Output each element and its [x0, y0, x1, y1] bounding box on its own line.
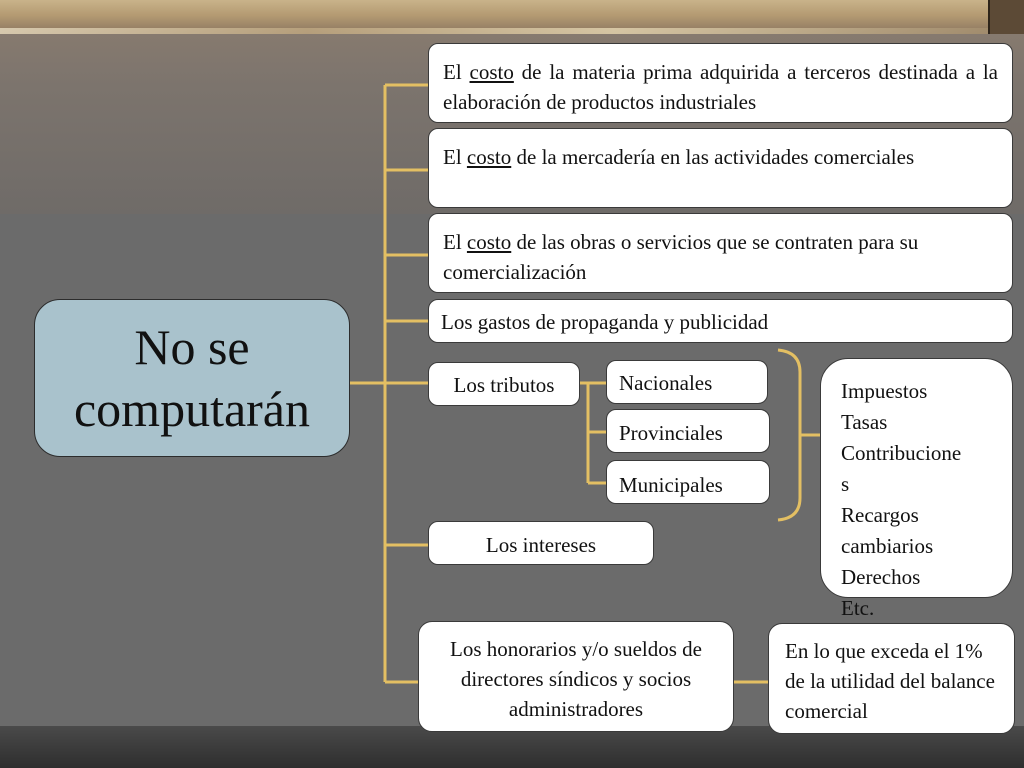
item-mercaderia: [428, 128, 1013, 208]
tributo-type-contribuciones-part2: s: [841, 472, 850, 496]
tributo-level-municipales: Municipales: [606, 460, 770, 504]
item-tributos: Los tributos: [428, 362, 580, 406]
item-mercaderia-post: de la mercadería en las actividades comerciales: [511, 145, 915, 169]
tributo-type-recargos: Recargos: [841, 503, 919, 527]
item-mercaderia-costo: costo: [466, 145, 512, 169]
tributo-level-nacionales: Nacionales: [606, 360, 768, 404]
main-concept-line2: computarán: [73, 381, 310, 437]
item-honorarios: Los honorarios y/o sueldos de directores síndicos y socios administradores: [418, 621, 734, 732]
bracket-levels: [778, 350, 800, 520]
item-materia-prima-pre: El: [443, 60, 470, 84]
tributo-type-cambiarios: cambiarios: [841, 534, 934, 558]
item-materia-prima: [428, 43, 1013, 123]
item-materia-prima-post: de la materia prima adquirida a terceros destinada a la elaboración de productos industriales: [443, 60, 999, 114]
item-obras-post: de las obras o servicios que se contraten para su comercialización: [443, 230, 919, 284]
item-obras: [428, 213, 1013, 293]
tributo-type-etc: Etc.: [841, 596, 875, 620]
tributo-level-provinciales: Provinciales: [606, 409, 770, 453]
item-mercaderia-pre: El: [443, 145, 467, 169]
main-concept-line1: No se: [134, 319, 250, 375]
tributo-types-box: [820, 358, 1013, 620]
honorarios-note: En lo que exceda el 1% de la utilidad del balance comercial: [768, 623, 1015, 734]
item-obras-pre: El: [443, 230, 467, 254]
tributo-type-derechos: Derechos: [841, 565, 921, 589]
item-materia-prima-costo: costo: [469, 60, 514, 84]
tributo-type-contribuciones-part1: Contribucione: [841, 441, 962, 465]
tributo-type-tasas: Tasas: [841, 410, 888, 434]
item-obras-costo: costo: [466, 230, 512, 254]
main-concept-node: [34, 299, 350, 457]
tributo-type-impuestos: Impuestos: [841, 379, 928, 403]
item-propaganda: Los gastos de propaganda y publicidad: [428, 299, 1013, 343]
item-intereses: Los intereses: [428, 521, 654, 565]
